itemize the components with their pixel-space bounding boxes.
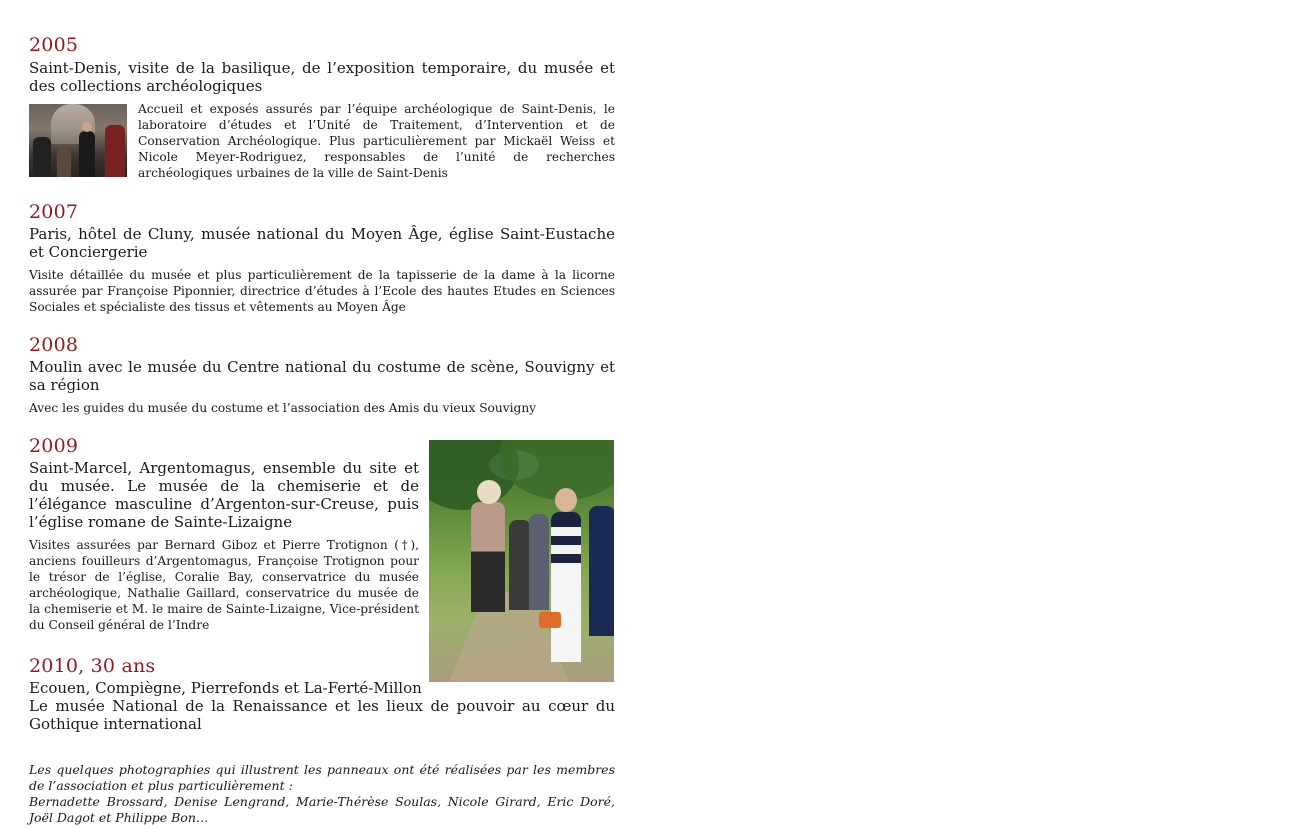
entry-title: Saint-Marcel, Argentomagus, ensemble du site et du musée. Le musée de la chemiserie et de l’élégance masculine d’Argenton-sur-Creuse, puis l’église romane de Sainte-Lizaigne — [29, 459, 419, 531]
entry-year: 2005 — [29, 34, 79, 56]
entry-body — [29, 101, 615, 180]
entry-line-1: Ecouen, Compiègne, Pierrefonds et La-Ferté-Millon — [29, 679, 422, 697]
entry-2009 — [29, 435, 419, 633]
entry-description: Accueil et exposés assurés par l’équipe archéologique de Saint-Denis, le laboratoire d’études et l’Unité de Traitement, d’Intervention et de Conservation Archéologique. Plus particulièrement par Mickaël Weiss et Nicole Meyer-Rodriguez, responsables de l’unité de recherches archéologiques urbaines de la ville de Saint-Denis — [138, 102, 615, 180]
entry-2008 — [29, 334, 615, 416]
entry-year: 2008 — [29, 334, 79, 356]
entry-2007 — [29, 201, 615, 315]
photo-credits — [29, 762, 615, 826]
entry-2010 — [29, 655, 615, 733]
photo-argentomagus-visit — [429, 440, 614, 682]
entry-title: Moulin avec le musée du Centre national du costume de scène, Souvigny et sa région — [29, 358, 615, 394]
credits-intro: Les quelques photographies qui illustrent les panneaux ont été réalisées par les membres de l’association et plus particulièrement : — [29, 762, 615, 793]
entry-description: Visites assurées par Bernard Giboz et Pierre Trotignon (†), anciens fouilleurs d’Argentomagus, Françoise Trotignon pour le trésor de l’église, Coralie Bay, conservatrice du musée archéologique, Nathalie Gaillard, conservatrice du musée de la chemiserie et M. le maire de Sainte-Lizaigne, Vice-président du Conseil général de l’Indre — [29, 538, 419, 632]
entry-title: Saint-Denis, visite de la basilique, de l’exposition temporaire, du musée et des collections archéologiques — [29, 59, 615, 95]
credits-names: Bernadette Brossard, Denise Lengrand, Marie-Thérèse Soulas, Nicole Girard, Eric Doré, Joël Dagot et Philippe Bon… — [29, 794, 615, 825]
entry-title: Paris, hôtel de Cluny, musée national du Moyen Âge, église Saint-Eustache et Conciergerie — [29, 225, 615, 261]
photo-saint-denis — [29, 104, 127, 177]
entry-year: 2010, 30 ans — [29, 655, 156, 677]
entry-2005 — [29, 34, 615, 180]
entry-description: Visite détaillée du musée et plus particulièrement de la tapisserie de la dame à la licorne assurée par Françoise Piponnier, directrice d’études à l’Ecole des hautes Etudes en Sciences Sociales et spécialiste des tissus et vêtements au Moyen Âge — [29, 268, 615, 314]
entry-year: 2007 — [29, 201, 79, 223]
entry-description: Avec les guides du musée du costume et l’association des Amis du vieux Souvigny — [29, 401, 537, 415]
entry-line-2: Le musée National de la Renaissance et les lieux de pouvoir au cœur du Gothique international — [29, 697, 615, 733]
entry-year: 2009 — [29, 435, 79, 457]
